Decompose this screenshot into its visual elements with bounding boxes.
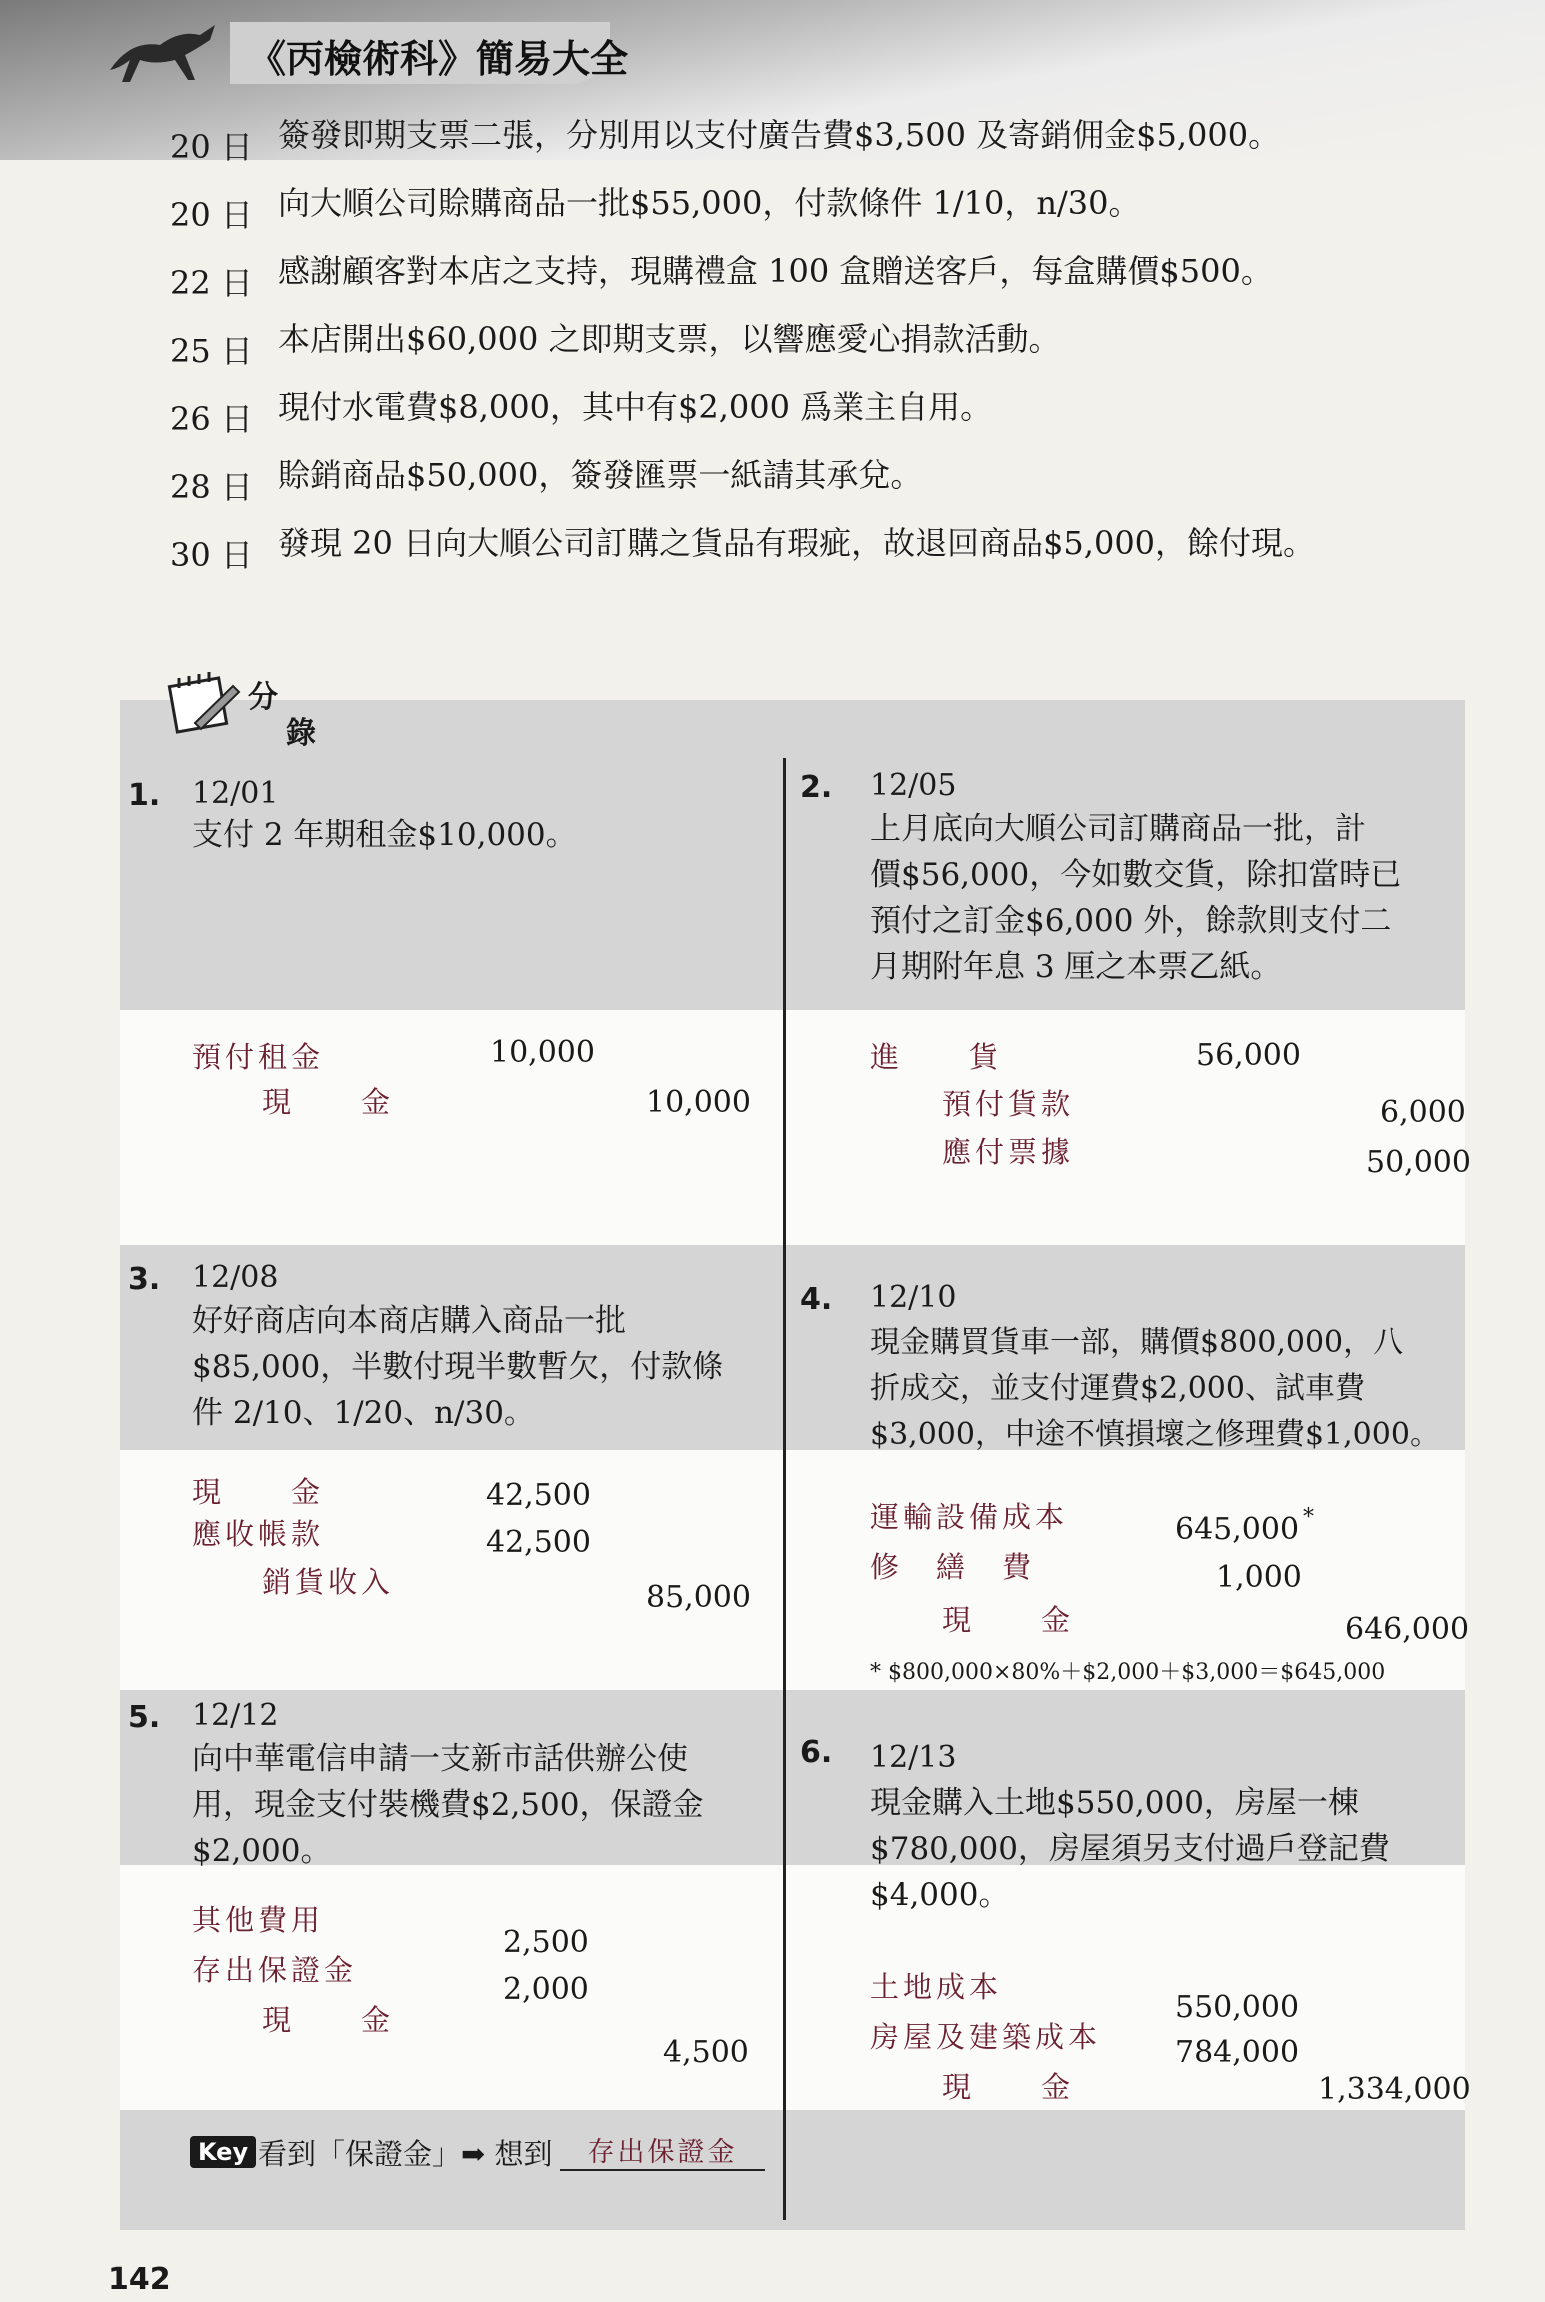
event-day: 30 日 — [170, 536, 253, 574]
entry-description — [192, 1298, 723, 1436]
account-name: 進 貨 — [870, 1040, 1003, 1074]
desc-line: $2,000。 — [192, 1833, 332, 1869]
account-name: 現 金 — [942, 2070, 1075, 2104]
entry-date: 12/13 — [870, 1740, 957, 1775]
entry-date: 12/01 — [192, 776, 279, 811]
key-badge: Key — [190, 2136, 256, 2168]
credit-amount: 10,000 — [646, 1085, 751, 1120]
credit-amount: 6,000 — [1380, 1095, 1466, 1130]
account-name: 現 金 — [942, 1603, 1075, 1637]
entry-date: 12/08 — [192, 1260, 279, 1295]
debit-amount: 42,500 — [486, 1478, 591, 1513]
entry-date: 12/12 — [192, 1698, 279, 1733]
desc-line: 價$56,000，今如數交貨，除扣當時已 — [870, 857, 1402, 893]
entry-description — [192, 812, 577, 858]
footnote-mark: * — [1303, 1505, 1314, 1530]
debit-amount: 42,500 — [486, 1525, 591, 1560]
account-name: 現 金 — [262, 1085, 395, 1119]
credit-amount: 1,334,000 — [1318, 2072, 1471, 2107]
account-name: 運輸設備成本 — [870, 1500, 1069, 1534]
page-number: 142 — [108, 2262, 171, 2297]
account-name: 應收帳款 — [192, 1517, 325, 1551]
entry-date: 12/05 — [870, 768, 957, 803]
account-name: 預付租金 — [192, 1040, 325, 1074]
credit-amount: 85,000 — [646, 1580, 751, 1615]
desc-line: 現金購買貨車一部，購價$800,000，八 — [870, 1325, 1404, 1360]
desc-line: 預付之訂金$6,000 外，餘款則支付二 — [870, 903, 1392, 939]
entry-number: 6. — [800, 1735, 833, 1770]
event-text: 感謝顧客對本店之支持，現購禮盒 100 盒贈送客戶，每盒購價$500。 — [278, 252, 1273, 290]
account-name: 存出保證金 — [192, 1953, 358, 1987]
debit-amount: 2,500 — [503, 1925, 589, 1960]
desc-line: 上月底向大順公司訂購商品一批，計 — [870, 811, 1366, 847]
desc-line: 折成交，並支付運費$2,000、試車費 — [870, 1371, 1365, 1406]
credit-amount: 4,500 — [663, 2035, 749, 2070]
event-item — [170, 183, 1470, 251]
entry-description — [870, 1320, 1440, 1458]
debit-amount: 550,000 — [1175, 1990, 1300, 2025]
desc-line: 支付 2 年期租金$10,000。 — [192, 817, 577, 853]
section-label: 分 — [248, 680, 278, 715]
horse-logo-icon — [100, 10, 230, 90]
event-item — [170, 251, 1470, 319]
desc-line: 月期附年息 3 厘之本票乙紙。 — [870, 949, 1282, 985]
event-item — [170, 523, 1470, 591]
debit-amount: 645,000 — [1175, 1512, 1300, 1547]
event-text: 賒銷商品$50,000，簽發匯票一紙請其承兌。 — [278, 456, 923, 494]
desc-line: $3,000，中途不慎損壞之修理費$1,000。 — [870, 1417, 1440, 1452]
event-list — [170, 115, 1470, 591]
desc-line: $85,000，半數付現半數暫欠，付款條 — [192, 1349, 724, 1385]
desc-line: 好好商店向本商店購入商品一批 — [192, 1303, 626, 1339]
column-divider — [783, 758, 786, 2220]
debit-amount: 1,000 — [1216, 1560, 1302, 1595]
entry-description — [870, 806, 1401, 990]
event-text: 現付水電費$8,000，其中有$2,000 爲業主自用。 — [278, 388, 993, 426]
entry-description — [192, 1736, 703, 1874]
entry-description — [870, 1780, 1390, 1918]
event-day: 26 日 — [170, 400, 253, 438]
account-name: 其他費用 — [192, 1903, 325, 1937]
desc-line: 用，現金支付裝機費$2,500，保證金 — [192, 1787, 704, 1823]
event-item — [170, 387, 1470, 455]
debit-amount: 56,000 — [1196, 1038, 1301, 1073]
event-item — [170, 115, 1470, 183]
calculation-note: * $800,000×80%＋$2,000＋$3,000＝$645,000 — [870, 1660, 1386, 1685]
event-day: 22 日 — [170, 264, 253, 302]
credit-amount: 646,000 — [1345, 1612, 1470, 1647]
event-day: 20 日 — [170, 196, 253, 234]
event-item — [170, 455, 1470, 523]
desc-line: 向中華電信申請一支新市話供辦公使 — [192, 1741, 688, 1777]
credit-amount: 50,000 — [1366, 1145, 1471, 1180]
event-day: 28 日 — [170, 468, 253, 506]
account-name: 土地成本 — [870, 1970, 1003, 2004]
desc-line: 現金購入土地$550,000，房屋一棟 — [870, 1785, 1359, 1821]
entry-number: 3. — [128, 1262, 161, 1297]
book-title: 《丙檢術科》簡易大全 — [248, 37, 629, 81]
debit-amount: 2,000 — [503, 1972, 589, 2007]
entry-number: 2. — [800, 770, 833, 805]
desc-line: $4,000。 — [870, 1877, 1010, 1913]
debit-amount: 784,000 — [1175, 2035, 1300, 2070]
debit-amount: 10,000 — [490, 1035, 595, 1070]
account-name: 銷貨收入 — [262, 1565, 395, 1599]
notepad-icon — [165, 668, 245, 738]
event-text: 向大順公司賒購商品一批$55,000，付款條件 1/10，n/30。 — [278, 184, 1141, 222]
key-tip-answer: 存出保證金 — [560, 2130, 765, 2171]
entry-number: 1. — [128, 778, 161, 813]
account-name: 房屋及建築成本 — [870, 2020, 1102, 2054]
desc-line: $780,000，房屋須另支付過戶登記費 — [870, 1831, 1390, 1867]
event-item — [170, 319, 1470, 387]
event-text: 本店開出$60,000 之即期支票，以響應愛心捐款活動。 — [278, 320, 1061, 358]
account-name: 應付票據 — [942, 1135, 1075, 1169]
event-text: 發現 20 日向大順公司訂購之貨品有瑕疵，故退回商品$5,000，餘付現。 — [278, 524, 1316, 562]
account-name: 現 金 — [192, 1475, 325, 1509]
event-day: 25 日 — [170, 332, 253, 370]
entry-number: 5. — [128, 1700, 161, 1735]
account-name: 預付貨款 — [942, 1087, 1075, 1121]
entry-date: 12/10 — [870, 1280, 957, 1315]
key-tip-text: 看到「保證金」➡ 想到 — [258, 2137, 553, 2171]
account-name: 現 金 — [262, 2003, 395, 2037]
account-name: 修 繕 費 — [870, 1550, 1036, 1584]
event-day: 20 日 — [170, 128, 253, 166]
entry-number: 4. — [800, 1282, 833, 1317]
desc-line: 件 2/10、1/20、n/30。 — [192, 1395, 535, 1431]
section-label: 錄 — [286, 716, 316, 751]
event-text: 簽發即期支票二張，分別用以支付廣告費$3,500 及寄銷佣金$5,000。 — [278, 116, 1281, 154]
